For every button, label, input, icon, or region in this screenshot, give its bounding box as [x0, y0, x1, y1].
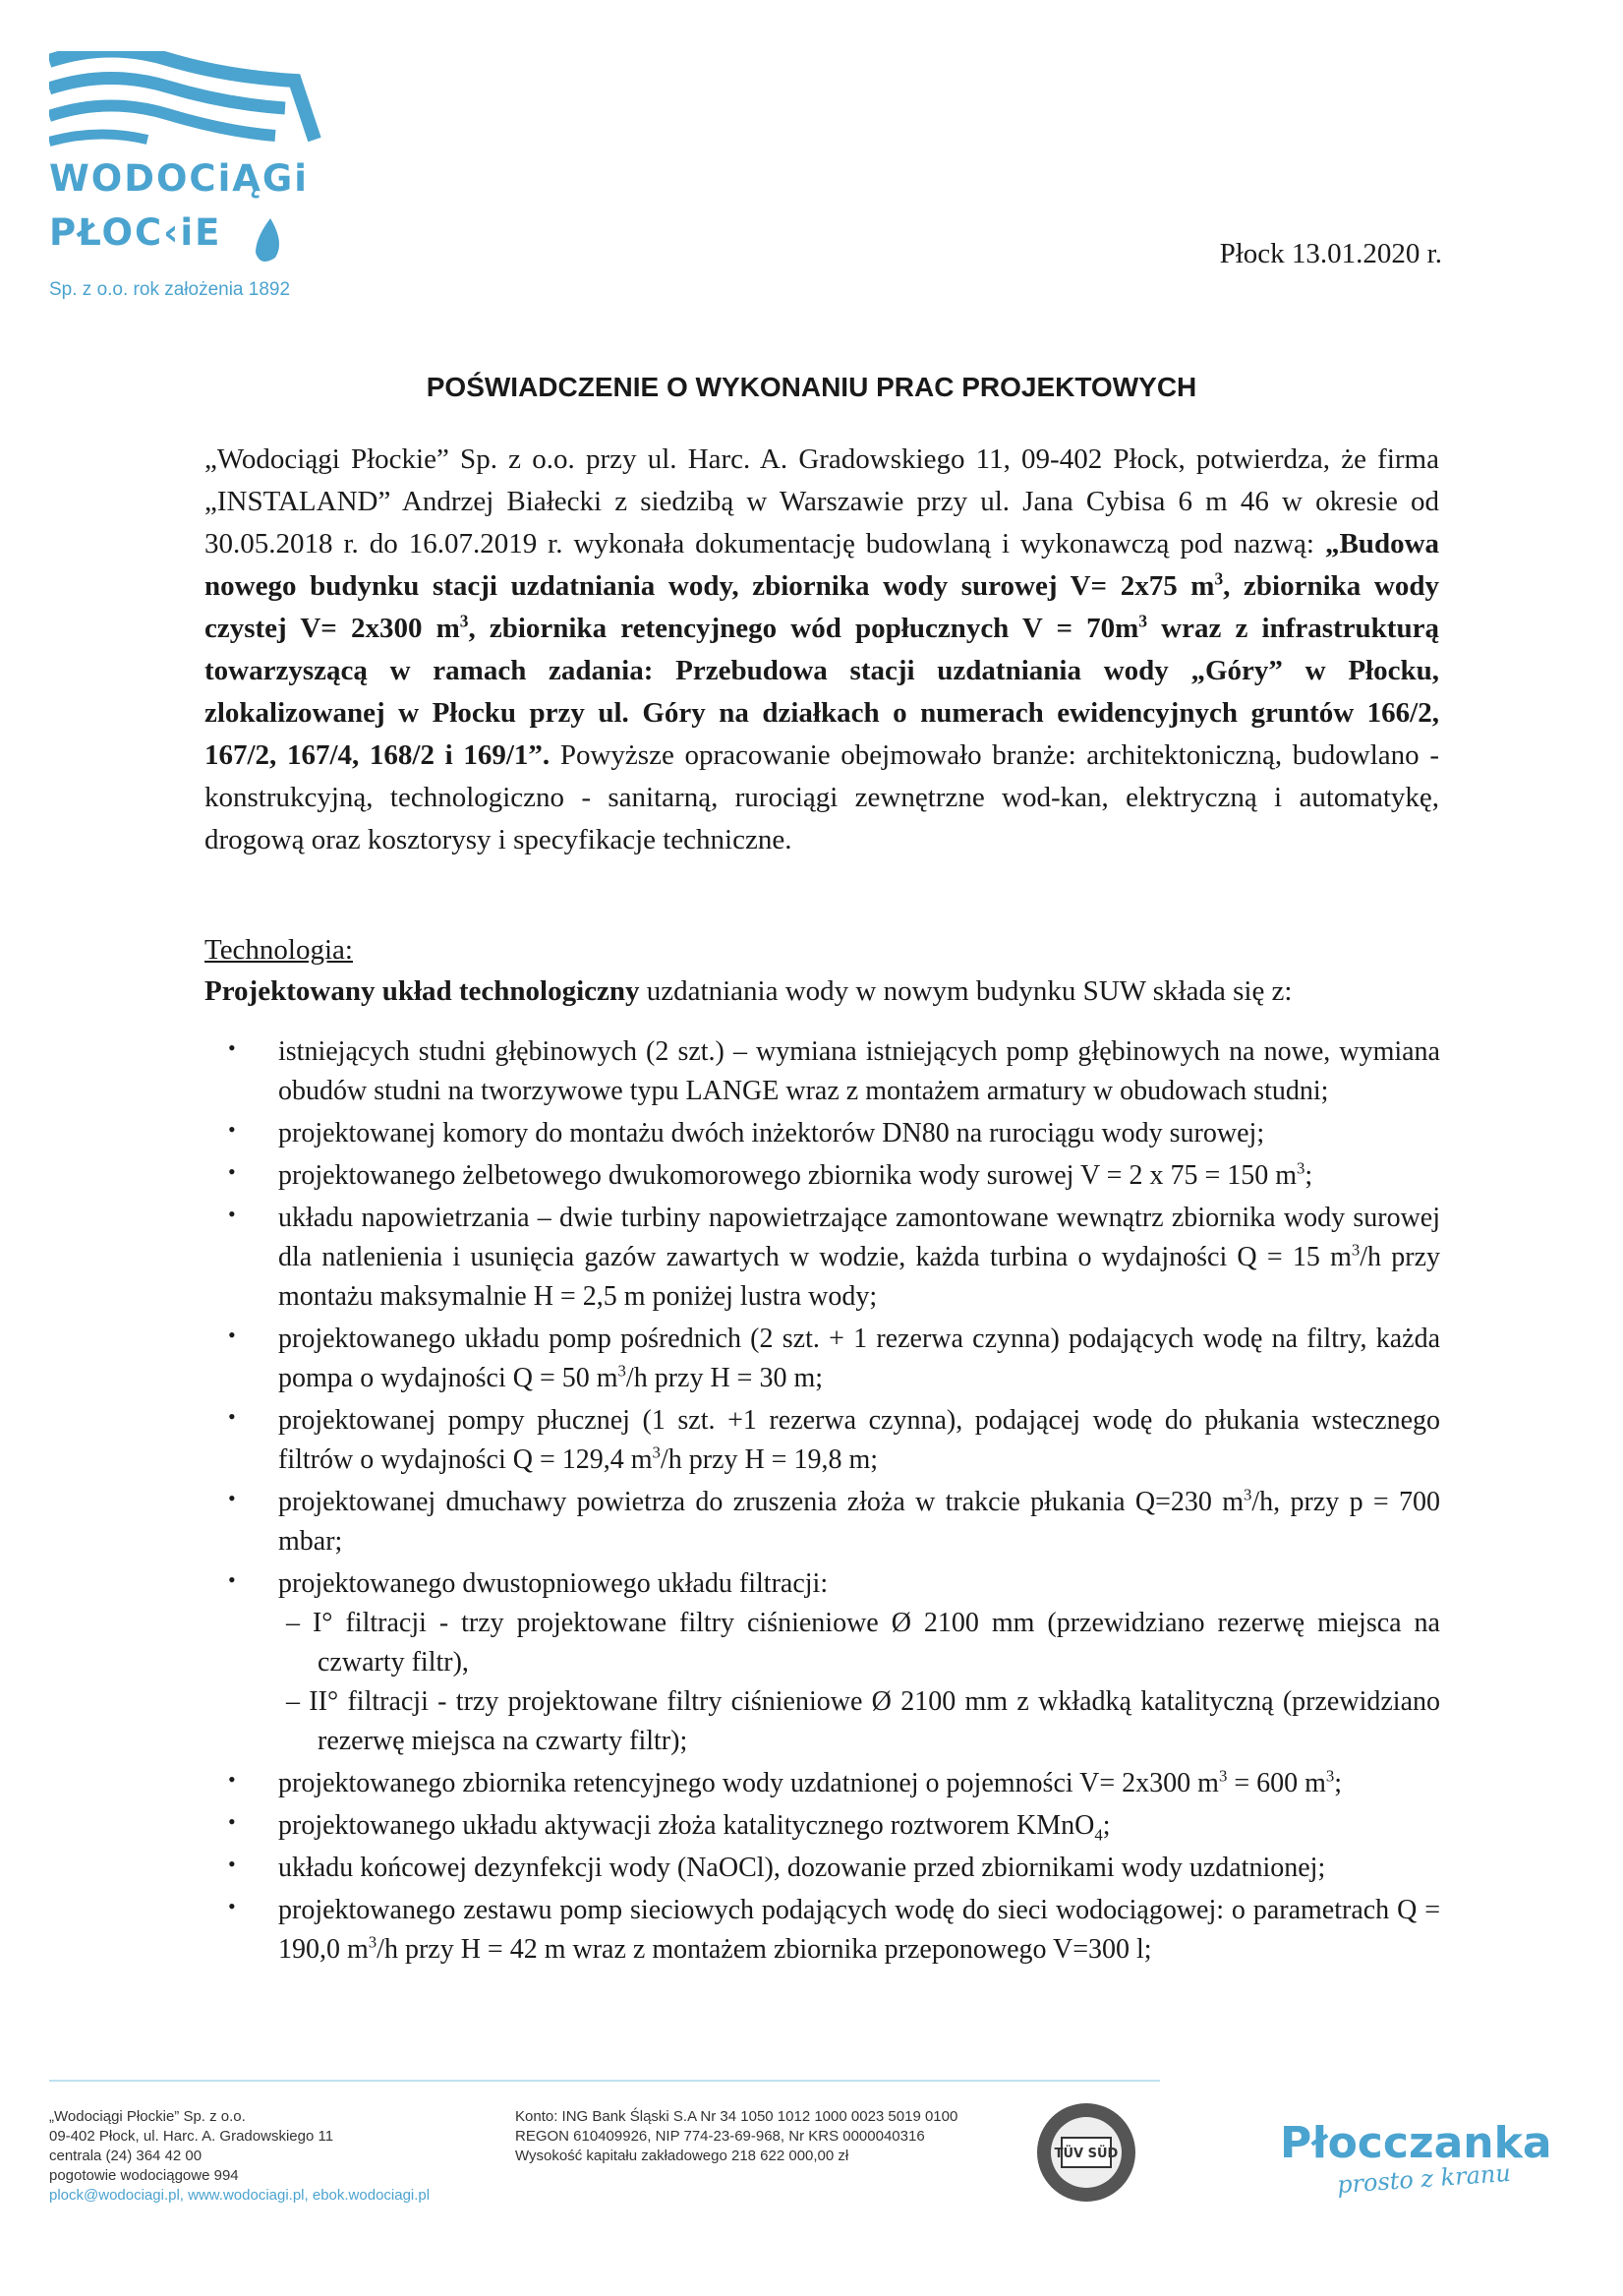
list-item: • układu napowietrzania – dwie turbiny napowietrzające zamontowane wewnątrz zbiornika wody surowej dla natlenienia i usunięcia gazów zawartych w wodzie, każda turbina o wydajności Q = 15 $m^3/h$ przy montażu maksymalnie H = 2,5 m poniżej lustra wody;: [278, 1199, 1440, 1317]
intro-lead: „Wodociągi Płockie” Sp. z o.o. przy ul. Harc. A. Gradowskiego 11, 09-402 Płock, potwierdza, że firma „INSTALAND” Andrzej Białecki z siedzibą w Warszawie przy ul. Jana Cybisa 6 m 46 w okresie od 30.05.2018 r. do 16.07.2019 r. wykonała dokumentację budowlaną i wykonawczą pod nazwą:: [204, 443, 1439, 559]
logo-text-line1: WODOCiĄGi: [49, 157, 309, 200]
list-item: • projektowanej pompy płucznej (1 szt. +1 rezerwa czynna), podającej wodę do płukania wstecznego filtrów o wydajności Q = 129,4 $m^3/h$ przy H = 19,8 m;: [278, 1401, 1440, 1480]
intro-tail: Powyższe opracowanie obejmowało branże: architektoniczną, budowlano - konstrukcyjną, technologiczno - sanitarną, rurociągi zewnętrzne wod-kan, elektryczną i automatykę, drogową oraz kosztorysy i specyfikacje techniczne.: [204, 739, 1439, 855]
list-item: • istniejących studni głębinowych (2 szt.) – wymiana istniejących pomp głębinowych na nowe, wymiana obudów studni na tworzywowe typu LANGE wraz z montażem armatury w obudowach studni;: [278, 1032, 1440, 1111]
brand-logo: Płocczanka: [1280, 2118, 1552, 2168]
list-item: • projektowanego dwustopniowego układu filtracji: – I° filtracji - trzy projektowane filtry ciśnieniowe Ø 2100 mm (przewidziano rezerwę miejsca na czwarty filtr), – II° filtracji - trzy projektowane filtry ciśnieniowe Ø 2100 mm z wkładką katalityczną (przewidziano rezerwę miejsca na czwarty filtr);: [278, 1564, 1440, 1761]
sup-3: 3: [1214, 568, 1224, 589]
technology-list: [278, 1032, 1440, 1972]
technology-heading: Technologia:: [204, 934, 353, 966]
intro-bold-c: , zbiornika retencyjnego wód popłucznych V = 70m: [468, 613, 1139, 644]
technology-lead-bold: Projektowany układ technologiczny: [204, 975, 640, 1007]
sub-item: – I° filtracji - trzy projektowane filtry ciśnieniowe Ø 2100 mm (przewidziano rezerwę miejsca na czwarty filtr),: [286, 1608, 1440, 1678]
sub-item: – II° filtracji - trzy projektowane filtry ciśnieniowe Ø 2100 mm z wkładką katalityczną (przewidziano rezerwę miejsca na czwarty filtr);: [286, 1686, 1440, 1756]
logo-text-line2: PŁOC‹iE: [49, 211, 222, 254]
footer-links[interactable]: plock@wodociagi.pl, www.wodociagi.pl, ebok.wodociagi.pl: [49, 2187, 431, 2204]
tuv-certificate-icon: [1034, 2100, 1138, 2205]
intro-paragraph: [204, 439, 1439, 861]
brand-tagline: prosto z kranu: [1336, 2158, 1512, 2200]
intro-bold-b: , zbiornika wody czystej V= 2x300 m: [204, 570, 1439, 644]
list-item: • projektowanej komory do montażu dwóch inżektorów DN80 na rurociągu wody surowej;: [278, 1114, 1440, 1153]
footer-company-info: Konto: ING Bank Śląski S.A Nr 34 1050 1012 1000 0023 5019 0100 REGON 610409926, NIP 774-23-69-968, Nr KRS 0000040316 Wysokość kapitału zakładowego 218 622 000,00 zł: [515, 2108, 958, 2164]
sup-3: 3: [1138, 611, 1148, 631]
list-item: • projektowanego żelbetowego dwukomorowego zbiornika wody surowej V = 2 x 75 = 150 $m^3$;: [278, 1156, 1440, 1196]
technology-lead: [204, 975, 1293, 1008]
tuv-label: TÜV SÜD: [1054, 2147, 1119, 2161]
list-item: • projektowanego zestawu pomp sieciowych podających wodę do sieci wodociągowej: o parametrach Q = 190,0 $m^3/h$ przy H = 42 m wraz z montażem zbiornika przeponowego V=300 l;: [278, 1891, 1440, 1970]
footer-contact: „Wodociągi Płockie” Sp. z o.o. 09-402 Płock, ul. Harc. A. Gradowskiego 11 centrala (24) 364 42 00 pogotowie wodociągowe 994 plock@wodociagi.pl, www.wodociagi.pl, ebok.wodociagi.pl: [49, 2108, 431, 2204]
logo-tagline: Sp. z o.o. rok założenia 1892: [49, 279, 291, 300]
list-item: • projektowanego układu aktywacji złoża katalitycznego roztworem KMnO$_4$;: [278, 1806, 1440, 1846]
intro-bold-d: wraz z infrastrukturą towarzyszącą w ramach zadania: Przebudowa stacji uzdatniania wody „Góry” w Płocku, zlokalizowanej w Płocku przy ul. Góry na działkach o numerach ewidencyjnych gruntów 166/2, 167/2, 167/4, 168/2 i 169/1”.: [204, 613, 1439, 771]
sup-3: 3: [459, 611, 469, 631]
list-item: • układu końcowej dezynfekcji wody (NaOCl), dozowanie przed zbiornikami wody uzdatnionej;: [278, 1849, 1440, 1888]
document-title: POŚWIADCZENIE O WYKONANIU PRAC PROJEKTOWYCH: [426, 372, 1197, 402]
list-item: • projektowanego zbiornika retencyjnego wody uzdatnionej o pojemności V= 2x300 $m^3 = 600$ $m^3$;: [278, 1764, 1440, 1803]
footer-divider: [49, 2080, 1160, 2082]
list-item: • projektowanego układu pomp pośrednich (2 szt. + 1 rezerwa czynna) podających wodę na filtry, każda pompa o wydajności Q = 50 $m^3/h$ przy H = 30 m;: [278, 1320, 1440, 1398]
intro-bold-a: „Budowa nowego budynku stacji uzdatniania wody, zbiornika wody surowej V= 2x75 m: [204, 528, 1440, 602]
list-item: • projektowanej dmuchawy powietrza do zruszenia złoża w trakcie płukania Q=230 $m^3/h$, przy p = 700 mbar;: [278, 1483, 1440, 1561]
technology-lead-rest: uzdatniania wody w nowym budynku SUW składa się z:: [639, 975, 1293, 1007]
document-date: Płock 13.01.2020 r.: [1219, 238, 1442, 269]
